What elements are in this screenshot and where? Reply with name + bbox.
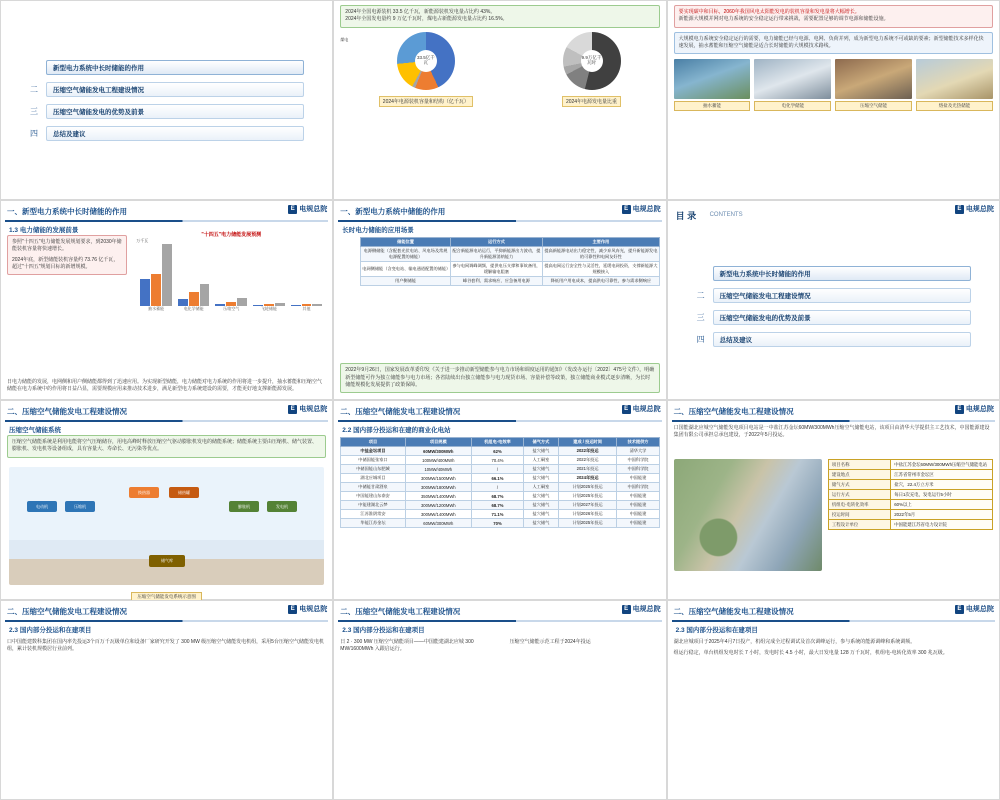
cell-eff: /	[471, 465, 523, 474]
x-tick: 压缩空气	[223, 306, 240, 311]
cell-scale: 60MW/300MWh	[405, 447, 471, 456]
bar	[189, 292, 199, 306]
list-item[interactable]	[29, 82, 304, 97]
table-row	[341, 447, 659, 456]
table-row	[341, 483, 659, 492]
footer-note	[340, 363, 659, 393]
page-title: 二、压缩空气储能发电工程建设情况	[7, 606, 127, 616]
page-title: 一、新型电力系统中长时储能的作用	[7, 206, 127, 216]
fact-key: 投运时间	[828, 510, 890, 520]
notes-box	[674, 5, 993, 28]
section-subtitle: 1.3 电力储能的发展前景	[9, 227, 79, 234]
cell-name: 湖北应城项目	[341, 474, 405, 483]
cell-scale: 300MW/1500MWh	[405, 474, 471, 483]
cell: 电源侧储能（含配套光伏电站、风电场及常规电源配置的储能）	[361, 247, 450, 262]
fact-value: 中国能建江苏省电力设计院	[891, 520, 993, 530]
cell-store: 盐穴储气	[523, 501, 558, 510]
bar	[178, 299, 188, 306]
slide-bottom-1	[0, 600, 333, 800]
cell-eff: 68.7%	[471, 501, 523, 510]
column-header: 机组电-电效率	[471, 438, 523, 447]
chart-title: 2024年电源装机容量和结构（亿千瓦）	[379, 96, 473, 107]
cell-eff: 70%	[471, 519, 523, 528]
table-row	[828, 520, 992, 530]
table-row	[828, 490, 992, 500]
table-row	[341, 456, 659, 465]
header-rule	[672, 620, 995, 622]
diagram-node-heat-storage: 储热罐	[169, 487, 199, 498]
list-item[interactable]	[29, 126, 304, 141]
header-rule	[672, 420, 995, 422]
body-right	[510, 639, 660, 646]
contents-number: 四	[696, 334, 705, 344]
photo-caption: 抽水蓄能	[674, 101, 751, 111]
slide-dev-prospect	[0, 200, 333, 400]
table-row	[361, 247, 659, 262]
table-row	[828, 510, 992, 520]
logo-mark: E	[955, 405, 964, 414]
logo-text: 电规总院	[965, 606, 994, 613]
fact-value: 60%以上	[891, 500, 993, 510]
cell-date: 计划2025年投运	[558, 492, 617, 501]
logo	[622, 404, 661, 414]
cell: 参与电网调峰调频，提供电压支撑和事故备用，缓解输电阻塞	[450, 262, 542, 277]
logo	[622, 204, 661, 214]
note-text: 口国能湖北应城空气储能发电项目电站是一中盐江苏金坛60MW/300MWh压缩空气储能电站，该项目由清华大学提供主工艺技术，中国能源建设集团有限公司承担总承包建设，于2022年5月投运。	[673, 425, 990, 439]
cell-scale: 10MW/40MWh	[405, 465, 471, 474]
cell-eff: 68.7%	[471, 492, 523, 501]
agenda-number: 三	[30, 106, 38, 116]
body-text: 日 2 · 300 MW 压缩空气储能项目——中国能建湖北应城 300 MW/1600MWh 入跟启运行。	[340, 639, 474, 653]
bullets-box	[340, 5, 659, 28]
pie-center-label: 33.5亿千瓦	[415, 50, 437, 72]
table-panel	[340, 437, 659, 528]
header-rule	[5, 620, 328, 622]
cell-scale: 60MW/300MWh	[405, 519, 471, 528]
bar	[151, 274, 161, 306]
logo-mark: E	[622, 605, 631, 614]
x-tick: 飞轮储能	[260, 306, 277, 311]
logo	[288, 604, 327, 614]
fact-key: 机组电-电转化效率	[828, 500, 890, 510]
list-item[interactable]	[29, 60, 304, 75]
cell-tech: 中国科学院	[617, 456, 659, 465]
column-header: 运行方式	[450, 238, 542, 247]
cell: 降低用户用电成本，提高供电可靠性，参与需求侧响应	[543, 277, 659, 286]
facts-panel	[828, 459, 993, 530]
photo-csp	[916, 59, 993, 99]
diagram-node-generator: 发电机	[267, 501, 297, 512]
bullet-text: 参照"十四五"电力储能发展规划要求，到2030年储能装机容量将快速增长。	[12, 239, 122, 253]
facts-table	[828, 459, 993, 530]
logo	[288, 204, 327, 214]
diagram-caption: 压缩空气储能发电系统示意图	[131, 592, 202, 602]
note-text: 压缩空气储能系统是利用电能将空气压缩储存，用电高峰时释放压缩空气驱动膨胀机发电的储能系统；储能系统主要由压缩机、储气装置、膨胀机、发电机等设备组成，具有容量大、寿命长、无污染等优点。	[12, 439, 318, 453]
agenda-label[interactable]: 压缩空气储能发电工程建设情况	[46, 82, 304, 97]
fact-key: 运行方式	[828, 490, 890, 500]
footer-text: 2022年9月26日，国家发展改革委印发《关于进一步推动新型储能参与电力市场和调度运用的通知》（发改办运行〔2022〕475号文件），明确新型储能可作为独立储能参与电力市场；各省陆续出台独立储能参与电力现货市场、容量补偿等政策，独立储能商业模式逐步清晰，为长时储能规模化发展提供了政策保障。	[345, 367, 655, 388]
slide-storage-types	[667, 0, 1000, 200]
slide-system-diagram	[0, 400, 333, 600]
logo-text: 电规总院	[632, 606, 661, 613]
cell-name: 中储国能张家口	[341, 456, 405, 465]
section-subtitle: 长时电力储能的应用场景	[342, 227, 414, 234]
contents-number: 二	[696, 290, 705, 300]
logo-mark: E	[288, 205, 297, 214]
body-text: 口中国能建数科集团在国内率先投运3个百万千瓦级单位和设备厂家研究开发了 300 MW 级压缩空气储能发电机组，采用5台压缩空气储能发电机组，累计装机规模居行业前列。	[7, 639, 324, 653]
cell-tech: 中国能建	[617, 501, 659, 510]
cell-name: 中盐金坛项目	[341, 447, 405, 456]
table-row	[828, 480, 992, 490]
photo-caption: 电化学储能	[754, 101, 831, 111]
fact-value: 每日1次充电，发电运行5小时	[891, 490, 993, 500]
logo-mark: E	[288, 405, 297, 414]
table-row	[341, 492, 659, 501]
body-text: 湖北应城项目于2025年4月7日投产，机组完成全过程调试及首次调峰运行，参与系统的能源调峰和系统调频。	[673, 639, 916, 645]
logo-mark: E	[955, 605, 964, 614]
cell-store: 人工硐室	[523, 483, 558, 492]
column-header: 主要作用	[543, 238, 659, 247]
agenda-label[interactable]: 压缩空气储能发电的优势及前景	[46, 104, 304, 119]
contents-label[interactable]: 压缩空气储能发电的优势及前景	[713, 310, 971, 325]
chart-ylabel: 万千瓦	[136, 238, 149, 243]
table-row	[828, 460, 992, 470]
cell: 峰谷套利、需求响应、应急备用电源	[450, 277, 542, 286]
slide-agenda-top	[0, 0, 333, 200]
note-panel	[7, 435, 326, 458]
cell: 用户侧储能	[361, 277, 450, 286]
page-title: 一、新型电力系统中储能的作用	[340, 206, 446, 216]
chart-发电量	[562, 32, 621, 108]
header-rule	[338, 620, 661, 622]
photo-item	[674, 59, 751, 111]
slide-bottom-3	[667, 600, 1000, 800]
fact-key: 项目名称	[828, 460, 890, 470]
fact-value: 2022年5月	[891, 510, 993, 520]
cell-date: 计划2027年投运	[558, 501, 617, 510]
body-panel	[674, 639, 993, 658]
photo-pumped-hydro	[674, 59, 751, 99]
column-header: 项目	[341, 438, 405, 447]
section-subtitle: 2.3 国内部分投运和在建项目	[342, 627, 425, 634]
table-row	[361, 277, 659, 286]
header-rule	[338, 420, 661, 422]
cell-date: 计划2025年投运	[558, 483, 617, 492]
bar-group	[291, 244, 323, 306]
slide-yingcheng	[667, 400, 1000, 600]
photo-item	[835, 59, 912, 111]
cell-name: 江苏淮阴常安	[341, 510, 405, 519]
table-panel	[360, 237, 659, 286]
diagram-node-heat-exchanger: 换热器	[129, 487, 159, 498]
projects-table	[340, 437, 659, 528]
bar-group	[140, 244, 172, 306]
fact-key: 建设地点	[828, 470, 890, 480]
table-row	[341, 510, 659, 519]
x-tick: 电化学储能	[183, 306, 204, 311]
cell-name: 华能江苏金坛	[341, 519, 405, 528]
page-title: 二、压缩空气储能发电工程建设情况	[7, 406, 127, 416]
cell-date: 计划2025年投运	[558, 519, 617, 528]
contents-title-cn: 目 录	[675, 211, 697, 221]
table-header-row	[361, 238, 659, 247]
body-left	[340, 639, 490, 654]
section-subtitle: 2.2 国内部分投运和在建的商业化电站	[342, 427, 451, 434]
contents-label[interactable]: 总结及建议	[713, 332, 971, 347]
pie-chart-capacity	[397, 32, 455, 90]
summary-text: 大规模电力系统安全稳定运行的需要，电力储能已经与电源、电网、负荷并列，成为新型电力系统不可或缺的要素；新型储能技术多样化快速发展，抽水蓄能和压缩空气储能是适合长时储能的大规模技术路线。	[678, 35, 984, 49]
contents-label[interactable]: 新型电力系统中长时储能的作用	[713, 266, 971, 281]
cell-tech: 中国能建	[617, 510, 659, 519]
cell: 提高新能源电站出力稳定性，减少弃风弃光，提升新能源发电的可靠性和电网友好性	[543, 247, 659, 262]
note-text: 要实现碳中和目标，2060年我国风电太阳能发电的装机容量和发电量将大幅增长。	[678, 9, 860, 15]
contents-title-en: CONTENTS	[709, 212, 743, 218]
logo-text: 电规总院	[299, 606, 328, 613]
logo-mark: E	[622, 205, 631, 214]
cell-eff: 71.1%	[471, 510, 523, 519]
agenda-label[interactable]: 新型电力系统中长时储能的作用	[46, 60, 304, 75]
bar	[162, 244, 172, 306]
cell-tech: 中国科学院	[617, 483, 659, 492]
chart-title: 2024年电源发电量比重	[562, 96, 621, 107]
header-rule	[5, 220, 328, 222]
logo	[955, 604, 994, 614]
photo-item	[916, 59, 993, 111]
logo	[288, 404, 327, 414]
cell-store: 盐穴储气	[523, 510, 558, 519]
cell-date: 2021年投运	[558, 465, 617, 474]
cell-name: 中储能甘肃酒泉	[341, 483, 405, 492]
cell-scale: 350MW/1400MWh	[405, 492, 471, 501]
cell-date: 2022年投运	[558, 447, 617, 456]
photo-caption: 压缩空气储能	[835, 101, 912, 111]
list-item[interactable]	[696, 332, 971, 347]
cell-date: 2022年投运	[558, 456, 617, 465]
logo-text: 电规总院	[965, 206, 994, 213]
column-header: 技术提供方	[617, 438, 659, 447]
bullet-text: 2024年底，新型储能装机容量约 73.76 亿千瓦，超过"十四五"规划目标的新增规模。	[12, 256, 119, 270]
column-header: 储能位置	[361, 238, 450, 247]
table-row	[341, 519, 659, 528]
charts-row	[334, 32, 665, 108]
diagram-node-gas-storage: 储气库	[149, 555, 185, 567]
logo-text: 电规总院	[632, 206, 661, 213]
agenda-number: 四	[30, 128, 38, 138]
logo-text: 电规总院	[632, 406, 661, 413]
fact-key: 工程设计单位	[828, 520, 890, 530]
bar-chart	[136, 244, 326, 306]
page-title: 二、压缩空气储能发电工程建设情况	[673, 606, 794, 616]
cell-store: 盐穴储气	[523, 447, 558, 456]
cell-store: 人工硐室	[523, 456, 558, 465]
cell-tech: 中国科学院	[617, 465, 659, 474]
pie-chart-generation	[563, 32, 621, 90]
aerial-photo	[674, 459, 822, 571]
body-text-2: 组运行稳定，单台机组发电时长 7 小时，发电时长 4.5 小时，最大日发电量 128 万千瓦时，机组电-电转化效率 300 兆瓦级。	[673, 650, 948, 657]
bullets-box	[7, 235, 127, 275]
cell-name: 中能建湖北云梦	[341, 501, 405, 510]
cell-eff: 70.4%	[471, 456, 523, 465]
table-row	[361, 262, 659, 277]
contents-label[interactable]: 压缩空气储能发电工程建设情况	[713, 288, 971, 303]
header-rule	[5, 420, 328, 422]
page-title: 二、压缩空气储能发电工程建设情况	[340, 406, 461, 416]
table-row	[828, 470, 992, 480]
body-panel	[7, 639, 326, 654]
legend-item: 煤电	[340, 37, 349, 42]
page-title: 二、压缩空气储能发电工程建设情况	[673, 406, 794, 416]
slide-storage-table	[333, 200, 666, 400]
fact-value: 盐穴，22.4万立方米	[891, 480, 993, 490]
aerial-photo-wrap	[674, 459, 822, 571]
cell-scale: 300MW/1200MWh	[405, 501, 471, 510]
bar-group	[215, 244, 247, 306]
cell-eff: 66.1%	[471, 474, 523, 483]
logo	[955, 204, 994, 214]
section-subtitle: 2.3 国内部分投运和在建项目	[9, 627, 92, 634]
logo-mark: E	[955, 205, 964, 214]
chart-装机	[379, 32, 473, 108]
list-item[interactable]	[696, 266, 971, 281]
contents-list	[668, 201, 999, 399]
diagram-node-compressor: 压缩机	[65, 501, 95, 512]
section-subtitle: 压缩空气储能系统	[9, 427, 61, 434]
cell-store: 盐穴储气	[523, 474, 558, 483]
page-title: 二、压缩空气储能发电工程建设情况	[340, 606, 461, 616]
footer-text: 日电力储能的发展，电网侧和用户侧储能都得到了迅速应用。为实现新型储能，电力储能对电力系统的作用将进一步提升，抽水蓄能和压缩空气储能在电力系统中的作用将日益凸显，需要规模应用来推动技术进步，满足新型电力系统建设的需要，才能更好地支撑新能源发展。	[7, 378, 323, 392]
cell: 配合新能源电站运行，平抑新能源出力波动，提升新能源消纳能力	[450, 247, 542, 262]
bar-group	[253, 244, 285, 306]
x-tick: 抽水蓄能	[148, 306, 165, 311]
cell-store: 盐穴储气	[523, 465, 558, 474]
column-header: 项目规模	[405, 438, 471, 447]
fact-key: 储气方式	[828, 480, 890, 490]
bullet-text: 2024年全国发电量约 9 万亿千瓦时，煤电占新能源发电量占比约 16.5%。	[345, 16, 508, 23]
pie-legend-left	[340, 37, 348, 43]
bar	[140, 279, 150, 306]
cell-store: 盐穴储气	[523, 519, 558, 528]
cell-name: 中储国能山东肥城	[341, 465, 405, 474]
table-row	[828, 500, 992, 510]
cell-date: 计划2026年投运	[558, 510, 617, 519]
fact-value: 江苏省常州市金坛区	[891, 470, 993, 480]
photo-caes	[835, 59, 912, 99]
cell-tech: 中国能建	[617, 519, 659, 528]
diagram-node-expander: 膨胀机	[229, 501, 259, 512]
bar-chart-panel	[136, 231, 326, 312]
slide-project-table	[333, 400, 666, 600]
pie-center-label: 9.9万亿千瓦时	[581, 50, 603, 72]
column-header: 建成 / 投运时间	[558, 438, 617, 447]
section-subtitle: 2.3 国内部分投运和在建项目	[675, 627, 758, 634]
slide-contents	[667, 200, 1000, 400]
logo-mark: E	[622, 405, 631, 414]
note-text: 新能源大规模并网对电力系统的安全稳定运行带来挑战，需要配置足够的调节电源和储能设施。	[678, 16, 889, 23]
column-header: 储气方式	[523, 438, 558, 447]
logo	[622, 604, 661, 614]
chart-title: "十四五"电力储能发展预测	[201, 232, 262, 238]
bullets-panel	[7, 235, 127, 275]
note-panel	[674, 425, 993, 440]
cell: 电网侧储能（含变电站、输电通道配置的储能）	[361, 262, 450, 277]
slide-bottom-2	[333, 600, 666, 800]
cell-eff: /	[471, 483, 523, 492]
cell-scale: 100MW/400MWh	[405, 456, 471, 465]
bullet-text: 2024年全国电源装机 33.5 亿千瓦，新能源装机发电量占比约 43%。	[345, 9, 496, 15]
photo-strip	[668, 59, 999, 111]
table-row	[341, 465, 659, 474]
cell-scale: 300MW/1400MWh	[405, 510, 471, 519]
cell-eff: 62%	[471, 447, 523, 456]
footer-note	[7, 379, 326, 394]
logo-text: 电规总院	[965, 406, 994, 413]
table-row	[341, 474, 659, 483]
slide-pie-charts	[333, 0, 666, 200]
cell: 提高电网运行安全性与灵活性，延缓电网投资，支撑新能源大规模接入	[543, 262, 659, 277]
list-item[interactable]	[696, 288, 971, 303]
bar	[200, 284, 210, 306]
cell-store: 盐穴储气	[523, 492, 558, 501]
photo-caption: 熔盐及光热储能	[916, 101, 993, 111]
cell-date: 2024年投运	[558, 474, 617, 483]
logo-text: 电规总院	[299, 406, 328, 413]
table-row	[341, 501, 659, 510]
summary-box	[674, 32, 993, 55]
bar-group	[178, 244, 210, 306]
bar	[237, 298, 247, 306]
application-table	[360, 237, 659, 286]
cell-tech: 中国能建	[617, 492, 659, 501]
x-tick: 其他	[302, 306, 311, 311]
agenda-number: 二	[30, 84, 38, 94]
diagram-node-motor: 电动机	[27, 501, 57, 512]
cell-scale: 300MW/1800MWh	[405, 483, 471, 492]
logo-text: 电规总院	[299, 206, 328, 213]
cell-tech: 清华大学	[617, 447, 659, 456]
cell-tech: 中国能建	[617, 474, 659, 483]
table-header-row	[341, 438, 659, 447]
cell-name: 中国能建山东泰安	[341, 492, 405, 501]
list-item[interactable]	[29, 104, 304, 119]
body-text: 压缩空气储能示范工程于2024年投运	[509, 639, 591, 645]
fact-value: 中盐江苏金坛60MW/300MWh压缩空气储能电站	[891, 460, 993, 470]
logo	[955, 404, 994, 414]
photo-item	[754, 59, 831, 111]
header-rule	[338, 220, 661, 222]
caes-diagram	[9, 467, 324, 585]
list-item[interactable]	[696, 310, 971, 325]
contents-number: 三	[696, 312, 705, 322]
photo-battery	[754, 59, 831, 99]
agenda-list	[1, 1, 332, 199]
logo-mark: E	[288, 605, 297, 614]
agenda-label[interactable]: 总结及建议	[46, 126, 304, 141]
